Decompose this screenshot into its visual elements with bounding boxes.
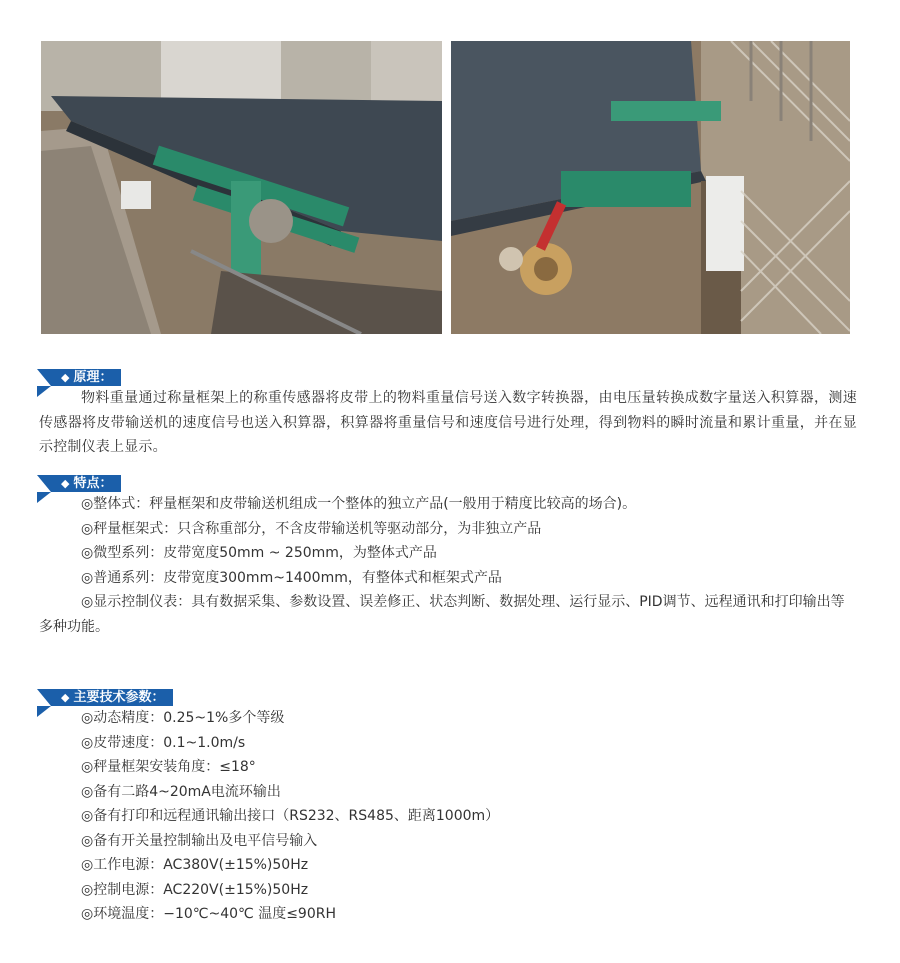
specs-heading-badge <box>51 689 173 706</box>
principle-heading: 原理： <box>73 370 113 385</box>
spec-item: ◎秤量框架安装角度：≤18° <box>81 759 256 775</box>
principle-section <box>37 366 857 460</box>
features-list <box>37 492 857 639</box>
spec-item: ◎动态精度：0.25~1%多个等级 <box>81 710 285 726</box>
spec-item: ◎皮带速度：0.1~1.0m/s <box>81 734 246 751</box>
specs-heading: 主要技术参数： <box>73 690 165 705</box>
spec-item: ◎工作电源：AC380V(±15%)50Hz <box>81 857 309 873</box>
feature-item: ◎秤量框架式：只含称重部分，不含皮带输送机等驱动部分，为非独立产品 <box>81 520 542 537</box>
features-heading: 特点： <box>73 476 113 491</box>
spec-item: ◎备有开关量控制输出及电平信号输入 <box>81 832 318 849</box>
principle-text: 物料重量通过称量框架上的称重传感器将皮带上的物料重量信号送入数字转换器，由电压量转换成数字量送入积算器，测速传感器将皮带输送机的速度信号也送入积算器，积算器将重量信号和速度信号进行处理，得到物料的瞬时流量和累计重量，并在显示控制仪表上显示。 <box>39 390 857 455</box>
spec-item: ◎备有二路4~20mA电流环输出 <box>81 783 281 800</box>
diamond-icon: ◆ <box>61 371 70 384</box>
features-heading-badge <box>51 475 121 492</box>
feature-item: ◎显示控制仪表：具有数据采集、参数设置、误差修正、状态判断、数据处理、运行显示、PID调节、远程通讯和打印输出等多种功能。 <box>39 594 845 635</box>
principle-heading-badge <box>51 369 121 386</box>
feature-item: ◎普通系列：皮带宽度300mm~1400mm，有整体式和框架式产品 <box>81 569 502 586</box>
diamond-icon: ◆ <box>61 691 70 704</box>
belt-scale-photo-left <box>41 41 442 334</box>
spec-item: ◎控制电源：AC220V(±15%)50Hz <box>81 881 309 898</box>
diamond-icon: ◆ <box>61 477 70 490</box>
specs-list <box>37 706 857 927</box>
spec-item: ◎备有打印和远程通讯输出接口（RS232、RS485、距离1000m） <box>81 808 500 824</box>
spec-item: ◎环境温度：−10℃~40℃ 温度≤90RH <box>81 906 337 922</box>
feature-item: ◎微型系列：皮带宽度50mm ~ 250mm，为整体式产品 <box>81 545 437 561</box>
features-section <box>37 472 857 639</box>
belt-scale-photo-right <box>451 41 850 334</box>
specs-section <box>37 686 857 927</box>
feature-item: ◎整体式：秤量框架和皮带输送机组成一个整体的独立产品(一般用于精度比较高的场合)。 <box>81 496 637 512</box>
